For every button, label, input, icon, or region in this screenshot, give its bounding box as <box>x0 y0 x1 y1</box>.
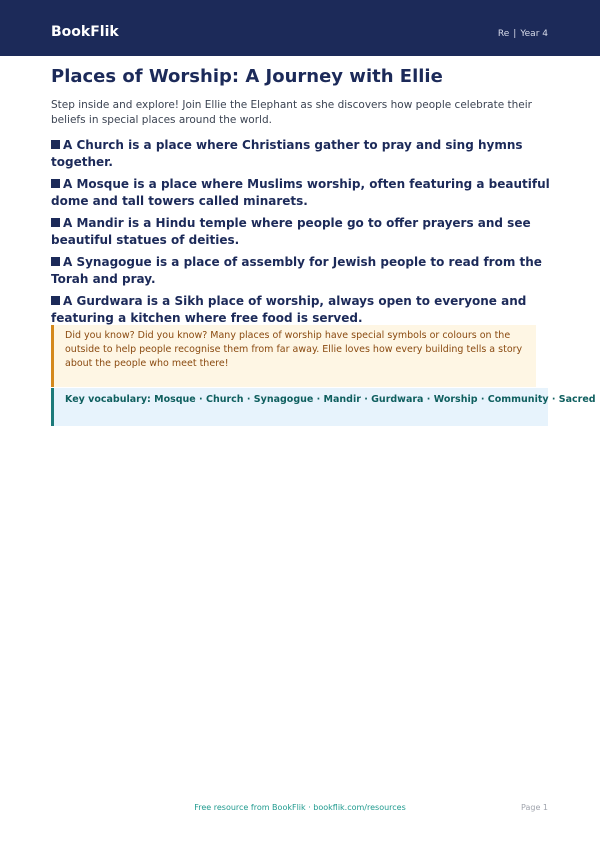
square-bullet-icon <box>51 218 60 227</box>
header-subject-year <box>498 28 548 40</box>
fact-item-church <box>51 137 551 171</box>
key-vocabulary-box <box>51 388 596 426</box>
fact-item-mandir <box>51 215 551 249</box>
fact-text: A Church is a place where Christians gather to pray and sing hymns together. <box>51 138 523 169</box>
subject-label: Re <box>497 29 510 39</box>
facts-list <box>51 137 551 332</box>
intro-paragraph: Step inside and explore! Join Ellie the Elephant as she discovers how people celebrate their beliefs in special places around the world. <box>51 99 532 126</box>
fact-text: A Synagogue is a place of assembly for Jewish people to read from the Torah and pray. <box>51 255 542 286</box>
did-you-know-text: Did you know? Did you know? Many places of worship have special symbols or colours on the outside to help people recognise them from far away. Ellie loves how every building tells a story about the people who meet there! <box>65 330 523 369</box>
did-you-know-callout <box>51 325 536 387</box>
fact-text: A Mandir is a Hindu temple where people go to offer prayers and see beautiful statues of deities. <box>51 216 531 247</box>
page-title: Places of Worship: A Journey with Ellie <box>51 66 443 87</box>
page-header <box>0 0 600 56</box>
square-bullet-icon <box>51 257 60 266</box>
footer-resource-link[interactable]: Free resource from BookFlik · bookflik.com/resources <box>194 803 406 812</box>
header-separator: | <box>513 29 517 39</box>
fact-item-mosque <box>51 176 551 210</box>
fact-text: A Gurdwara is a Sikh place of worship, always open to everyone and featuring a kitchen where free food is served. <box>51 294 527 325</box>
fact-item-synagogue <box>51 254 551 288</box>
square-bullet-icon <box>51 296 60 305</box>
square-bullet-icon <box>51 179 60 188</box>
square-bullet-icon <box>51 140 60 149</box>
year-label: Year 4 <box>520 29 548 39</box>
page-number: Page 1 <box>521 803 548 812</box>
fact-text: A Mosque is a place where Muslims worship, often featuring a beautiful dome and tall towers called minarets. <box>51 177 550 208</box>
fact-item-gurdwara <box>51 293 551 327</box>
brand-logo-text[interactable]: BookFlik <box>51 24 119 40</box>
key-vocabulary-text: Key vocabulary: Mosque · Church · Synagogue · Mandir · Gurdwara · Worship · Community · Sacred <box>65 394 596 405</box>
